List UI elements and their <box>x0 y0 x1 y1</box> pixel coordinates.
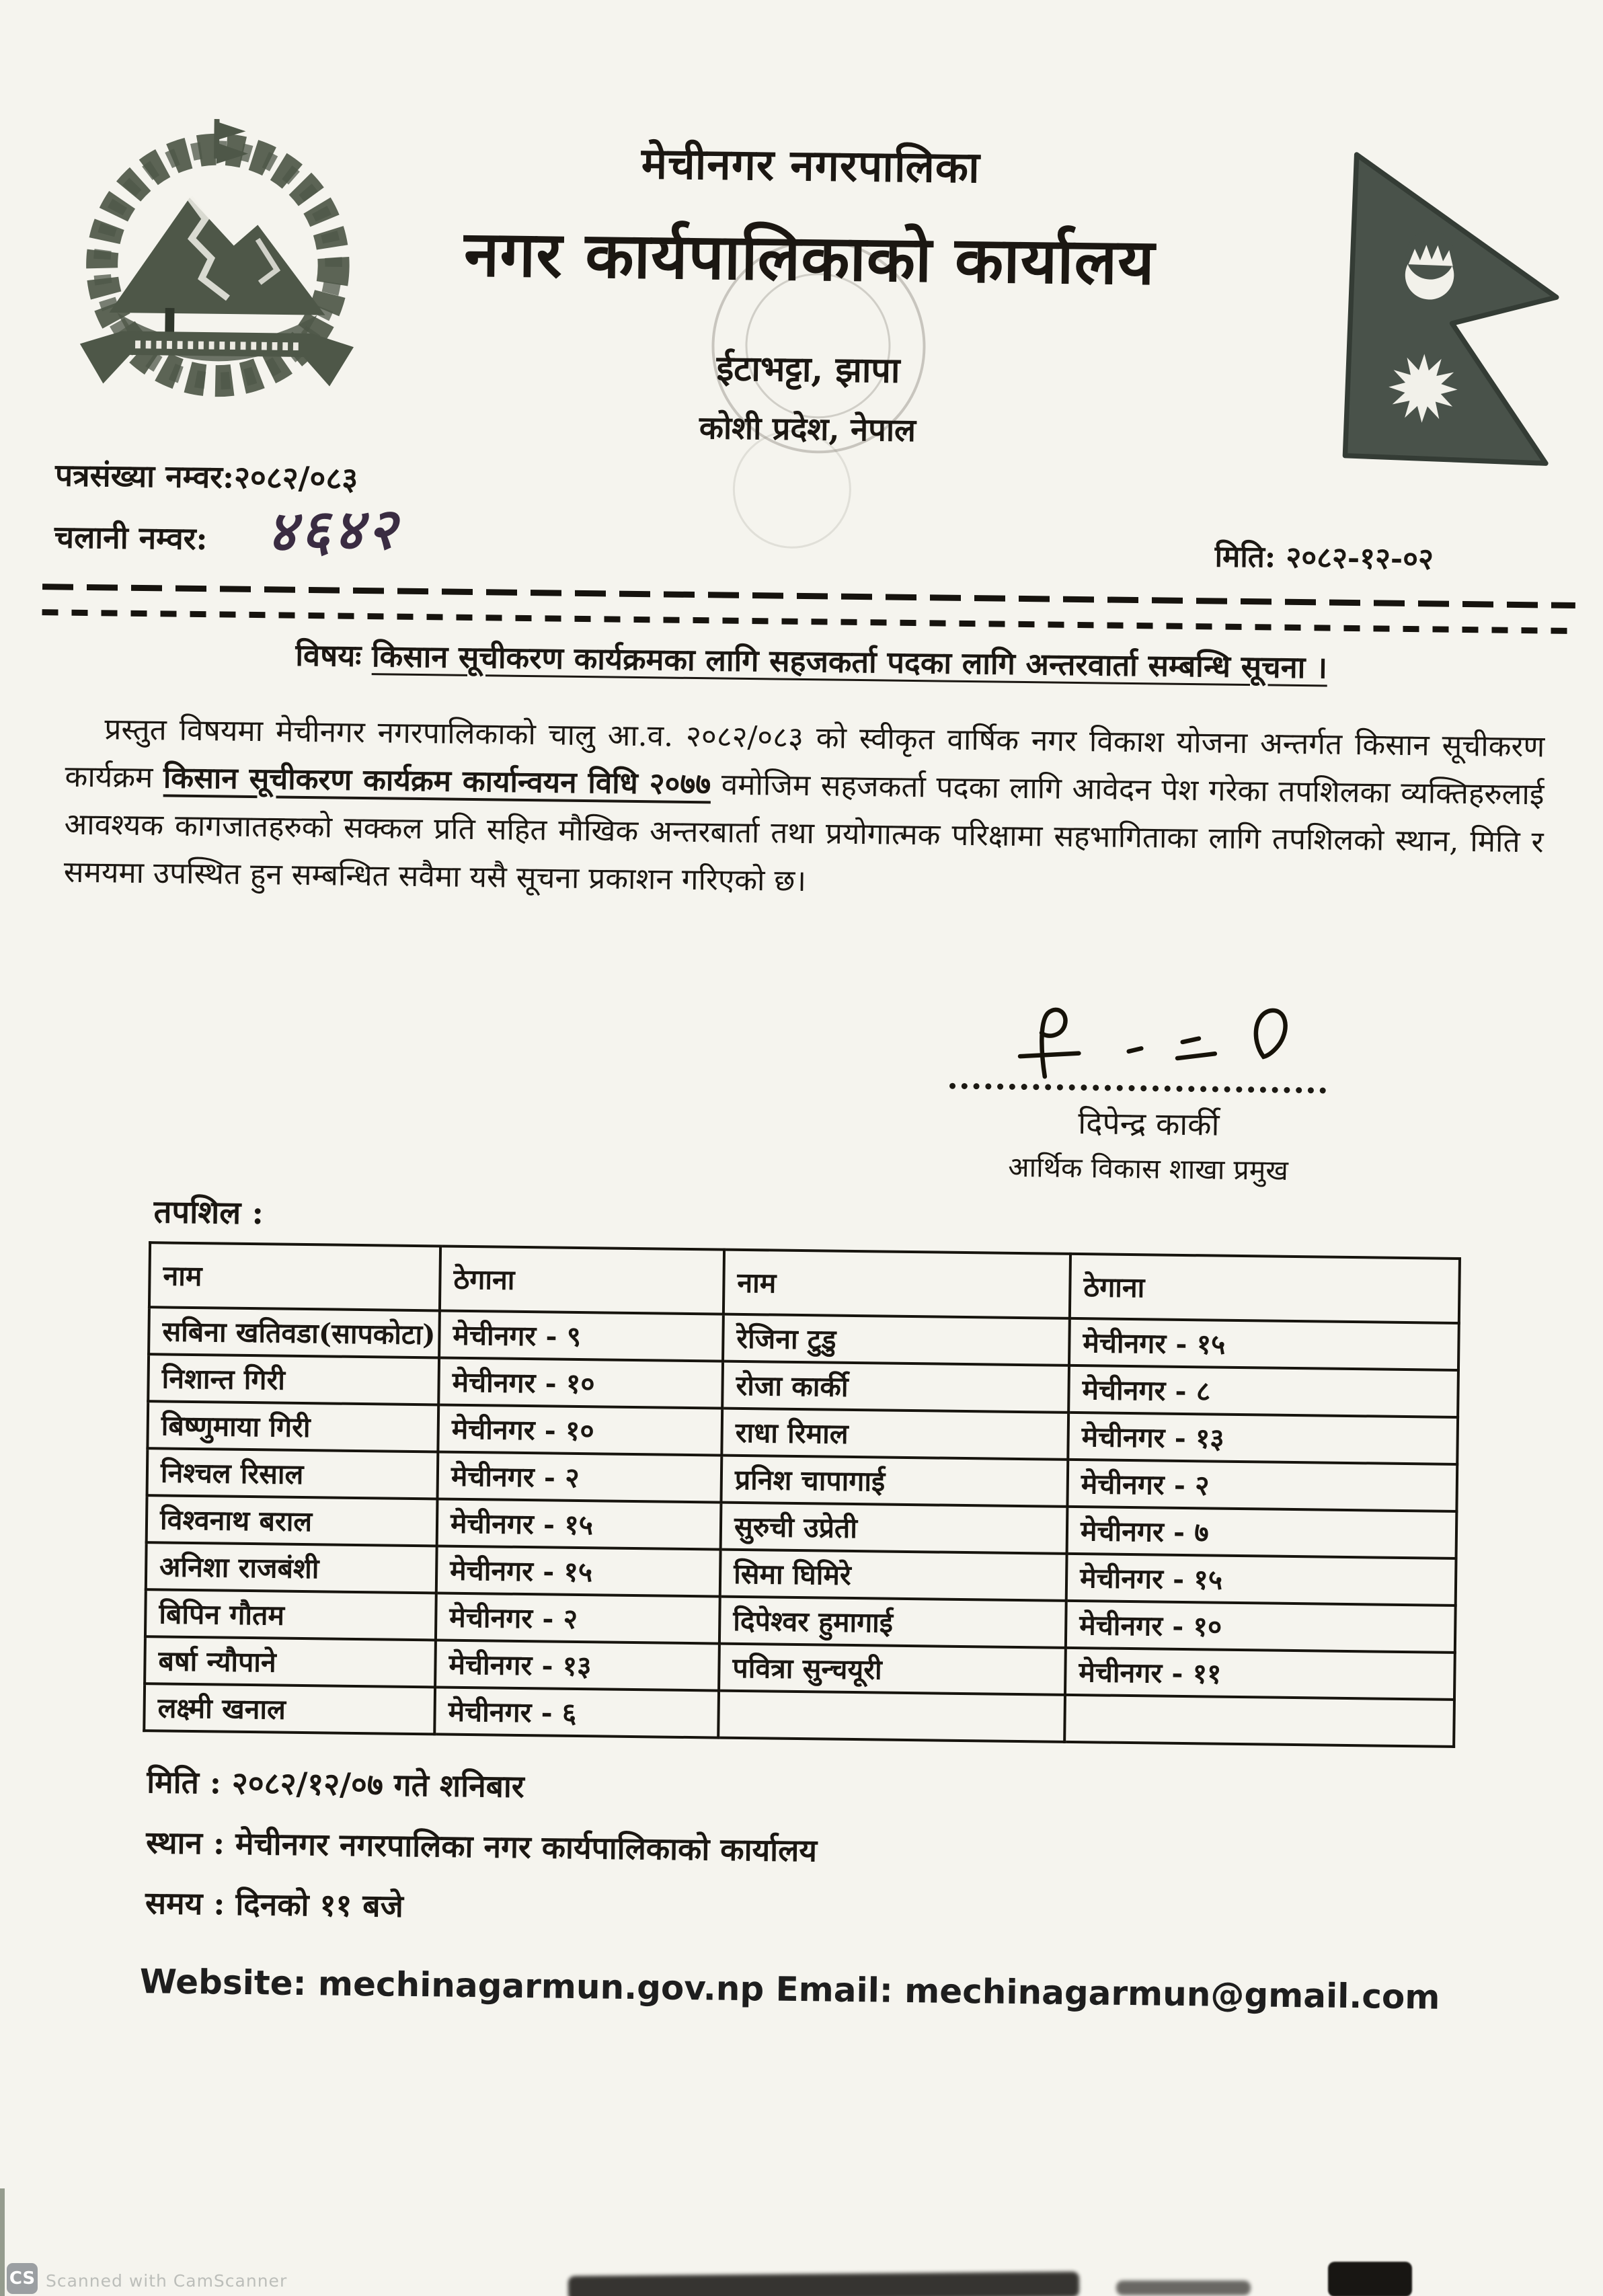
cell-address-2: मेचीनगर - १५ <box>1069 1318 1459 1370</box>
candidates-table <box>143 1241 1461 1748</box>
cell-address-1: मेचीनगर - २ <box>436 1593 720 1643</box>
col-header-name-1: नाम <box>149 1242 440 1310</box>
cell-address-2: मेचीनगर - ८ <box>1068 1365 1458 1417</box>
subject-line <box>172 633 1450 689</box>
cell-address-2: मेचीनगर - २ <box>1067 1460 1457 1511</box>
details-label: तपशिल : <box>153 1193 264 1232</box>
cell-name-1: विश्वनाथ बराल <box>147 1495 438 1546</box>
cell-name-1: बिपिन गौतम <box>145 1589 436 1640</box>
subject-text: किसान सूचीकरण कार्यक्रमका लागि सहजकर्ता पदका लागि अन्तरवार्ता सम्बन्धि सूचना । <box>371 638 1328 686</box>
separator-dashed-line-bottom <box>42 609 1575 634</box>
cell-name-1: लक्ष्मी खनाल <box>144 1684 435 1734</box>
cell-name-1: निश्चल रिसाल <box>147 1448 438 1499</box>
cell-name-1: सबिना खतिवडा(सापकोटा) <box>149 1307 440 1357</box>
cell-name-2: पवित्रा सुन्चयूरी <box>719 1644 1066 1695</box>
separator-dashed-line-top <box>42 584 1575 608</box>
cell-address-2: मेचीनगर - १३ <box>1068 1413 1458 1464</box>
cell-address-1: मेचीनगर - १० <box>438 1357 723 1408</box>
signatory-name: दिपेन्द्र कार्की <box>1077 1105 1220 1143</box>
cell-name-1: निशान्त गिरी <box>148 1354 439 1404</box>
cell-address-2: मेचीनगर - १५ <box>1066 1554 1456 1606</box>
reference-number-line: पत्रसंख्या नम्वर:२०८२/०८३ <box>54 457 358 497</box>
scan-smudge <box>1328 2262 1412 2296</box>
nepal-flag-icon <box>1337 149 1565 473</box>
body-underlined-phrase: किसान सूचीकरण कार्यक्रम कार्यान्वयन विधि २०७७ <box>163 760 711 802</box>
cell-address-2: मेचीनगर - १० <box>1066 1601 1456 1653</box>
scan-smudge <box>568 2272 1079 2296</box>
municipality-name: मेचीनगर नगरपालिका <box>641 138 981 194</box>
cell-address-1: मेचीनगर - १३ <box>435 1640 719 1690</box>
cell-name-2: दिपेश्वर हुमागाई <box>719 1597 1066 1648</box>
cell-name-1: बिष्णुमाया गिरी <box>147 1401 438 1452</box>
cell-name-2: सिमा घिमिरे <box>720 1550 1067 1601</box>
cell-address-1: मेचीनगर - १५ <box>437 1499 721 1549</box>
subject-label: विषयः <box>295 637 362 674</box>
scan-smudge <box>1116 2281 1251 2295</box>
cell-address-2: मेचीनगर - ७ <box>1067 1507 1457 1558</box>
cell-name-2: सुरुची उप्रेती <box>721 1503 1068 1554</box>
website-email-line: Website: mechinagarmun.gov.np Email: mechinagarmun@gmail.com <box>139 1962 1440 2017</box>
cell-address-1: मेचीनगर - २ <box>437 1452 721 1502</box>
cell-name-2 <box>718 1691 1065 1742</box>
interview-date-line: मिति : २०८२/१२/०७ गते शनिबार <box>146 1764 525 1805</box>
handwritten-signature-icon <box>957 996 1335 1088</box>
interview-venue-line: स्थान : मेचीनगर नगरपालिका नगर कार्यपालिकाको कार्यालय <box>145 1824 818 1869</box>
office-address: ईटाभट्टा, झापा <box>716 348 900 391</box>
col-header-name-2: नाम <box>724 1250 1070 1318</box>
cell-name-2: राधा रिमाल <box>721 1409 1068 1460</box>
dispatch-number-label: चलानी नम्वर: <box>54 518 208 557</box>
cell-address-1: मेचीनगर - १० <box>438 1404 722 1455</box>
cell-name-2: रेजिना टुडु <box>723 1314 1070 1365</box>
letter-date: मिति: २०८२-१२-०२ <box>1214 539 1434 577</box>
province-line: कोशी प्रदेश, नेपाल <box>699 409 916 450</box>
office-name: नगर कार्यपालिकाको कार्यालय <box>463 216 1156 300</box>
scan-edge-strip <box>0 2188 5 2296</box>
cell-address-2: मेचीनगर - ११ <box>1065 1648 1455 1700</box>
cell-name-2: रोजा कार्की <box>722 1361 1069 1413</box>
camscanner-caption: Scanned with CamScanner <box>46 2271 288 2291</box>
signatory-designation: आर्थिक विकास शाखा प्रमुख <box>1008 1150 1289 1187</box>
cell-address-1: मेचीनगर - १५ <box>436 1546 721 1596</box>
cell-address-2 <box>1064 1695 1454 1747</box>
dispatch-number-handwritten: ४६४२ <box>266 495 402 565</box>
col-header-address-2: ठेगाना <box>1070 1254 1460 1323</box>
col-header-address-1: ठेगाना <box>440 1246 724 1314</box>
body-text-part1: प्रस्तुत विषयमा मेचीनगर नगरपालिकाको चालु आ.व. २०८२/०८३ को स्वीकृत वार्षिक नगर विकाश योजना अन्तर्गत किसान सूचीकरण कार्यक्रम <box>65 712 1545 795</box>
cell-address-1: मेचीनगर - ९ <box>439 1310 724 1361</box>
cell-name-2: प्रनिश चापागाई <box>721 1456 1068 1507</box>
body-text-part2: वमोजिम सहजकर्ता पदका लागि आवेदन पेश गरेका तपशिलका व्यक्तिहरुलाई आवश्यक कागजातहरुको सक्कल प्रति सहित मौखिक अन्तरबार्ता तथा प्रयोगात्मक परिक्षामा सहभागिताका लागि तपशिलको स्थान, मिति र समयमा उपस्थित हुन सम्बन्धित सवैमा यसै सूचना प्रकाशन गरिएको छ। <box>63 767 1545 899</box>
cell-address-1: मेचीनगर - ६ <box>434 1687 719 1737</box>
cell-name-1: बर्षा न्यौपाने <box>145 1636 436 1687</box>
camscanner-logo-icon: CS <box>7 2263 38 2294</box>
signature-block <box>936 995 1362 1189</box>
cell-name-1: अनिशा राजबंशी <box>146 1542 437 1593</box>
body-paragraph <box>63 705 1545 914</box>
interview-time-line: समय : दिनको ११ बजे <box>145 1885 404 1924</box>
